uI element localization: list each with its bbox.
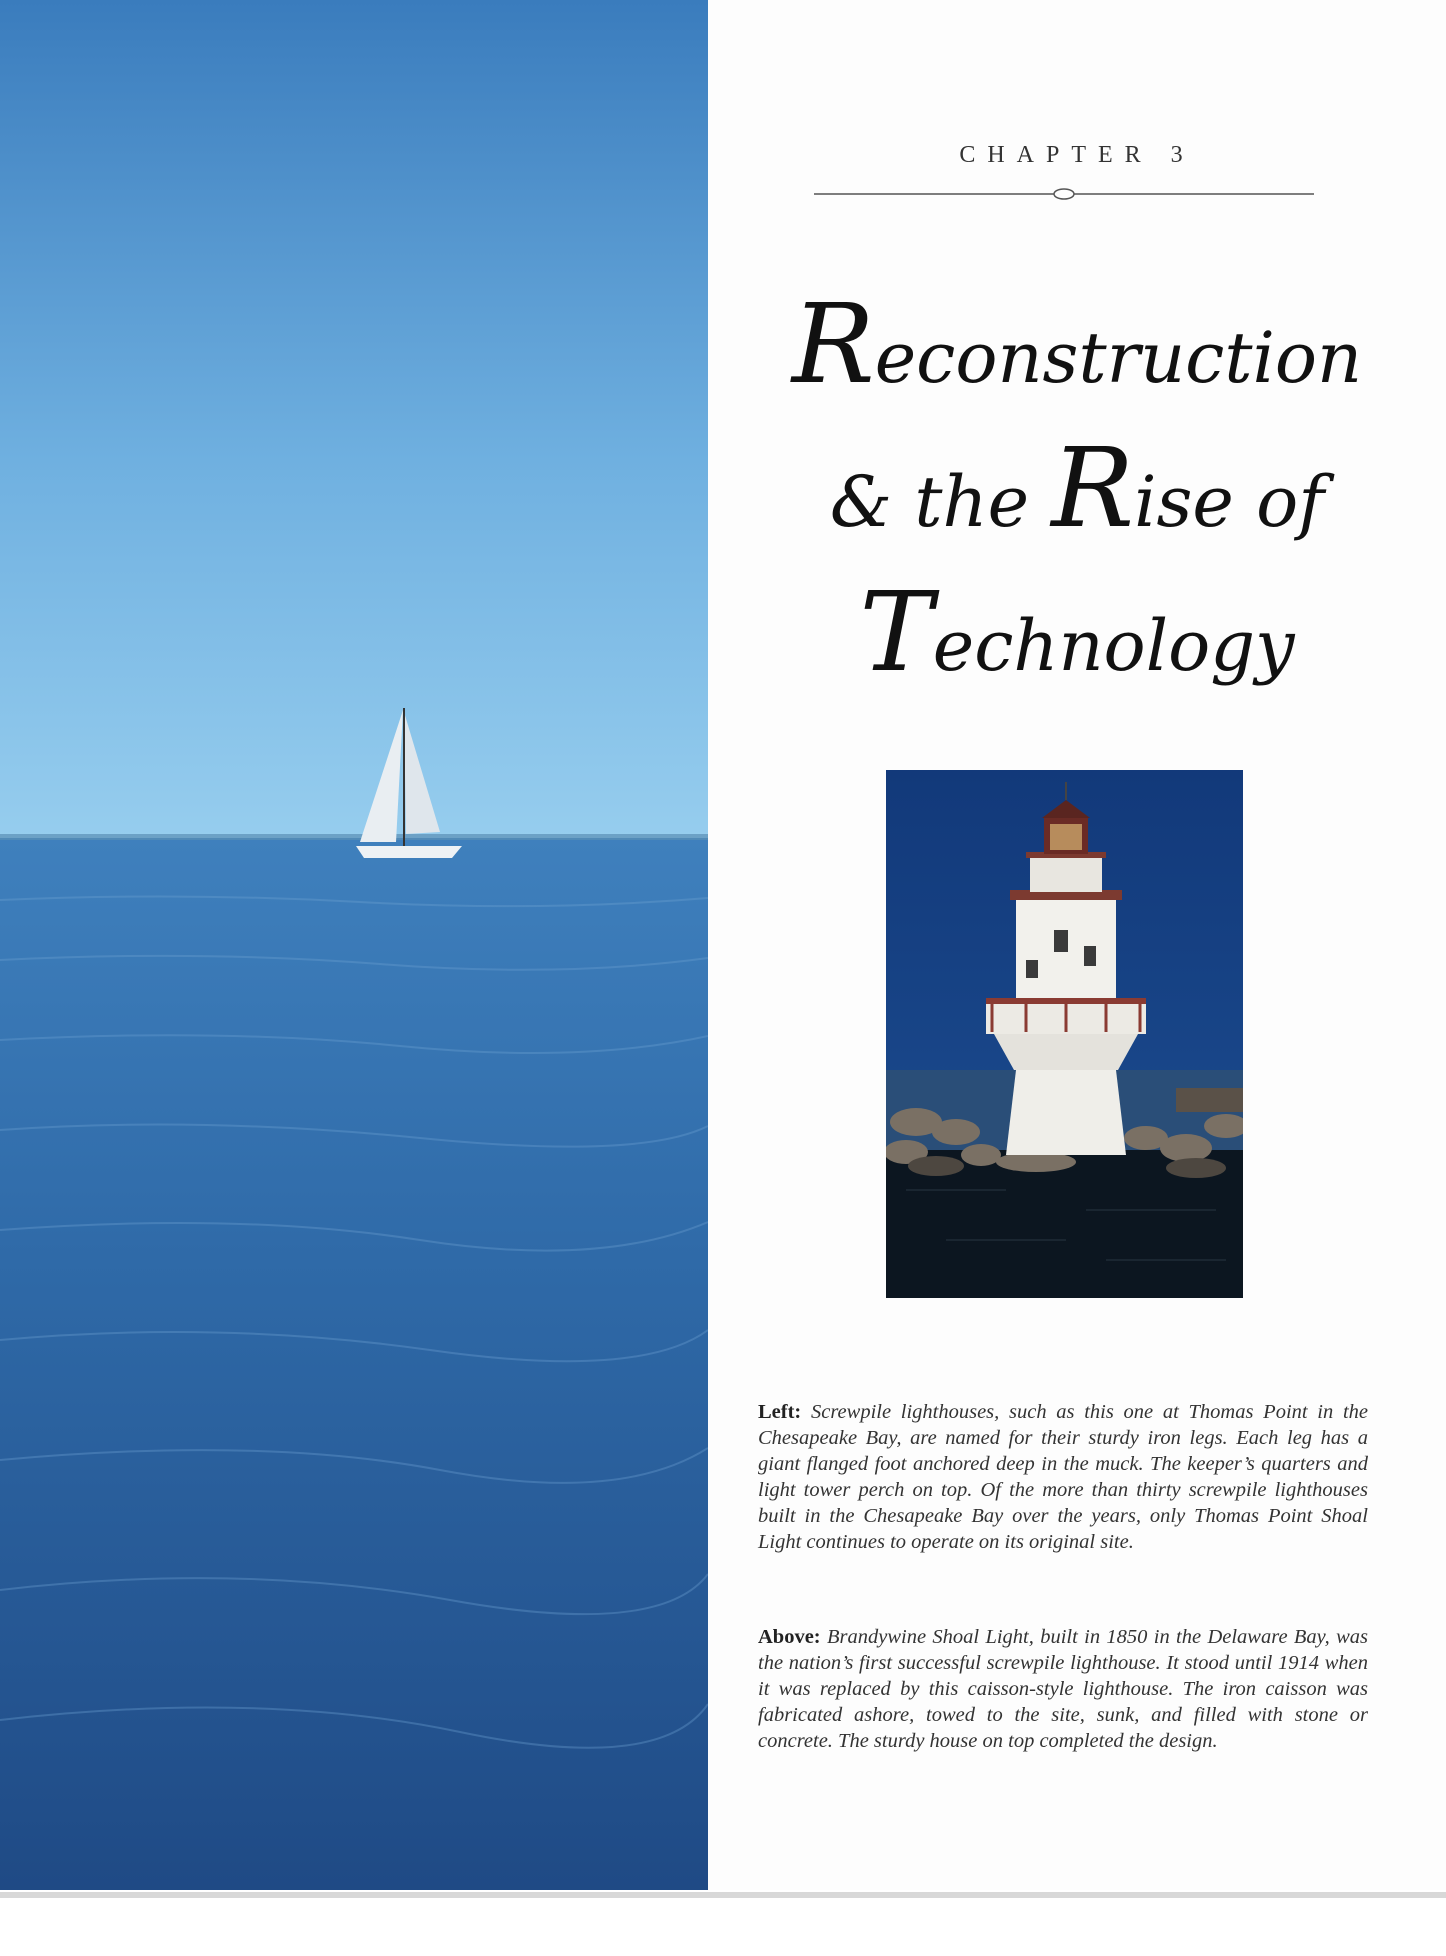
title-line-3: Technology — [859, 568, 1295, 697]
caption-above: Above: Brandywine Shoal Light, built in 1850 in the Delaware Bay, was the nation’s first successful screwpile lighthouse. It stood until 1914 when it was replaced by this caisson-style lighthouse. The iron caisson was fabricated ashore, towed to the site, sunk, and filled with stone or concrete. The sturdy house on top completed the design. — [758, 1625, 1368, 1752]
page-bottom-rule — [0, 1892, 1446, 1898]
title-line-1: Reconstruction — [791, 280, 1363, 409]
sailboat-photo — [0, 0, 708, 1890]
chapter-label: CHAPTER 3 — [959, 142, 1195, 168]
caption-left: Left: Screwpile lighthouses, such as this one at Thomas Point in the Chesapeake Bay, are named for their sturdy iron legs. Each leg has a giant flanged foot anchored deep in the muck. The keeper’s quarters and light tower perch on top. Of the more than thirty screwpile lighthouses built in the Chesapeake Bay over the years, only Thomas Point Shoal Light continues to operate on its original site. — [758, 1400, 1368, 1553]
title-line-2: & the Rise of — [829, 424, 1325, 553]
ornament-divider — [814, 186, 1314, 202]
chapter-title — [708, 279, 1446, 711]
lighthouse-photo — [886, 770, 1243, 1298]
